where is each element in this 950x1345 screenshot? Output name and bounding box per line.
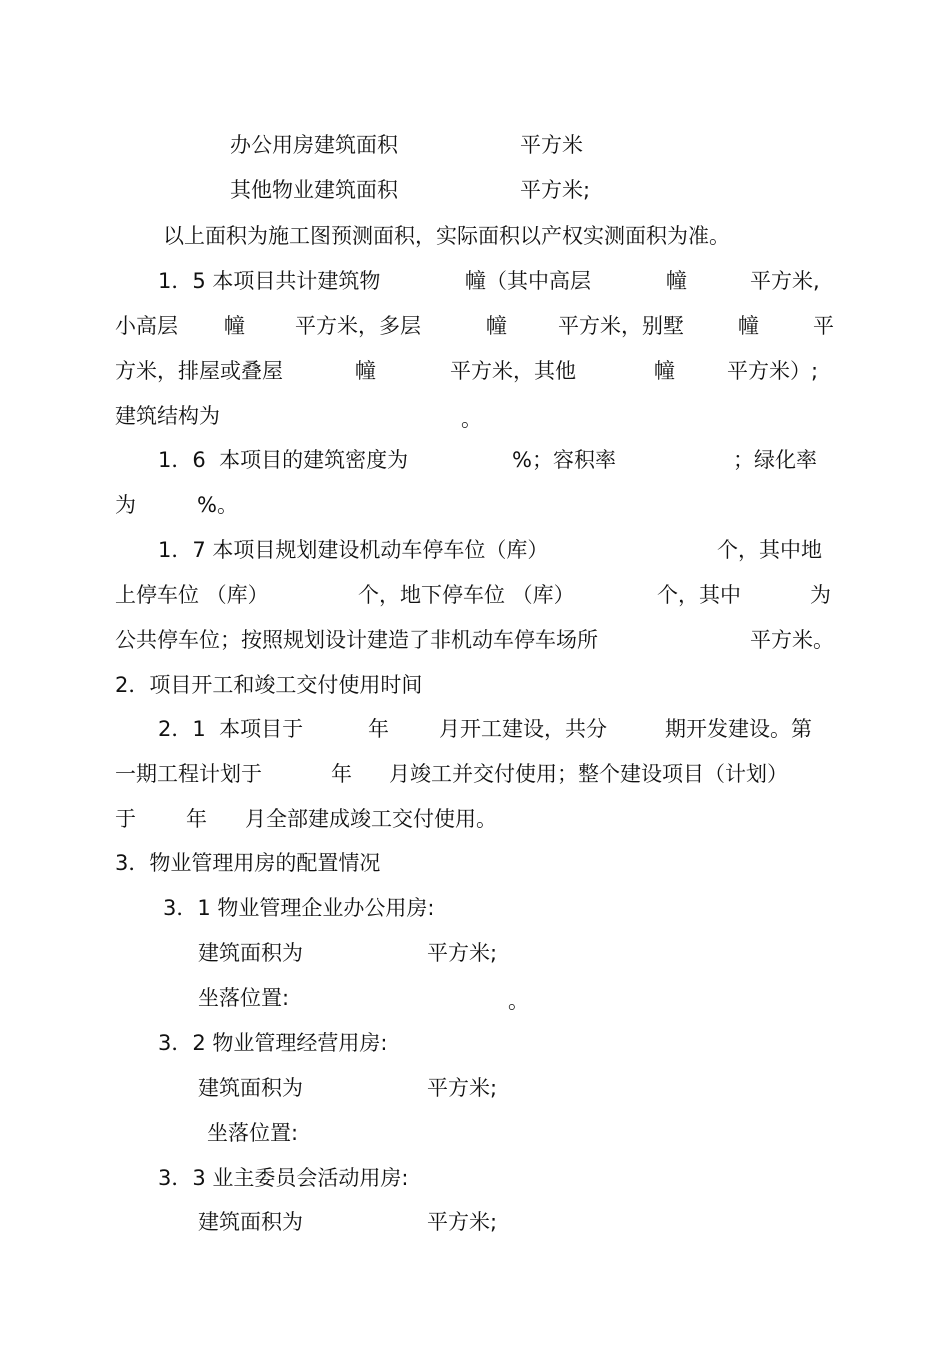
text-line: 月全部建成竣工交付使用。 [245, 807, 497, 831]
text-line: 建筑面积为 [198, 1076, 303, 1100]
text-line: 3．1 物业管理企业办公用房: [163, 896, 435, 920]
text-line: ；绿化率 [733, 448, 817, 472]
text-line: 为 [115, 493, 136, 517]
text-line: 年 [331, 762, 352, 786]
text-line: 平方米; [427, 1076, 498, 1100]
text-line: 建筑结构为 [115, 404, 220, 428]
text-line: 3．3 业主委员会活动用房: [158, 1166, 409, 1190]
text-line: 平 [813, 314, 834, 338]
text-line: 幢 [486, 314, 507, 338]
text-line: 方米，排屋或叠屋 [115, 359, 283, 383]
text-line: 平方米; [520, 178, 591, 202]
text-line: 幢 [355, 359, 376, 383]
text-line: %；容积率 [512, 448, 616, 472]
text-line: 幢 [224, 314, 245, 338]
text-line: %。 [197, 493, 238, 517]
text-line: 平方米。 [750, 628, 834, 652]
text-line: 平方米）; [727, 359, 819, 383]
text-line: 公共停车位；按照规划设计建造了非机动车停车场所 [115, 628, 598, 652]
text-line: 1．7 本项目规划建设机动车停车位（库） [158, 538, 549, 562]
section-heading: 2．项目开工和竣工交付使用时间 [115, 673, 423, 697]
text-line: 于 [115, 807, 136, 831]
text-line: 小高层 [115, 314, 178, 338]
text-line: 年 [368, 717, 389, 741]
text-line: 平方米，别墅 [558, 314, 684, 338]
section-heading: 3．物业管理用房的配置情况 [115, 851, 381, 875]
text-line: 幢 [654, 359, 675, 383]
text-line: 坐落位置: [207, 1121, 299, 1145]
text-line: 办公用房建筑面积 [230, 133, 398, 157]
text-line: 其他物业建筑面积 [230, 178, 398, 202]
text-line: 平方米; [427, 1210, 498, 1234]
text-line: 幢（其中高层 [465, 269, 591, 293]
text-line: 个，地下停车位 （库） [358, 583, 575, 607]
text-line: 月竣工并交付使用；整个建设项目（计划） [389, 762, 788, 786]
text-line: 。 [508, 989, 529, 1013]
text-line: 1．6 本项目的建筑密度为 [158, 448, 409, 472]
text-line: 个，其中 [657, 583, 741, 607]
text-line: 平方米 [520, 133, 583, 157]
text-line: 平方米，其他 [450, 359, 576, 383]
text-line: 为 [810, 583, 831, 607]
text-line: 3．2 物业管理经营用房: [158, 1031, 388, 1055]
text-line: 平方米; [427, 941, 498, 965]
text-line: 月开工建设，共分 [439, 717, 607, 741]
text-line: 平方米，多层 [295, 314, 421, 338]
text-line: 建筑面积为 [198, 941, 303, 965]
text-line: 一期工程计划于 [115, 762, 262, 786]
text-line: 建筑面积为 [198, 1210, 303, 1234]
text-line: 上停车位 （库） [115, 583, 269, 607]
text-line: 1．5 本项目共计建筑物 [158, 269, 381, 293]
text-line: 期开发建设。第 [665, 717, 812, 741]
text-line: 。 [461, 407, 482, 431]
text-line: 幢 [666, 269, 687, 293]
text-line: 2．1 本项目于 [158, 717, 304, 741]
text-line: 个，其中地 [717, 538, 822, 562]
text-line: 平方米, [750, 269, 820, 293]
text-line: 以上面积为施工图预测面积，实际面积以产权实测面积为准。 [163, 224, 730, 248]
text-line: 幢 [738, 314, 759, 338]
text-line: 年 [186, 807, 207, 831]
text-line: 坐落位置: [198, 986, 290, 1010]
